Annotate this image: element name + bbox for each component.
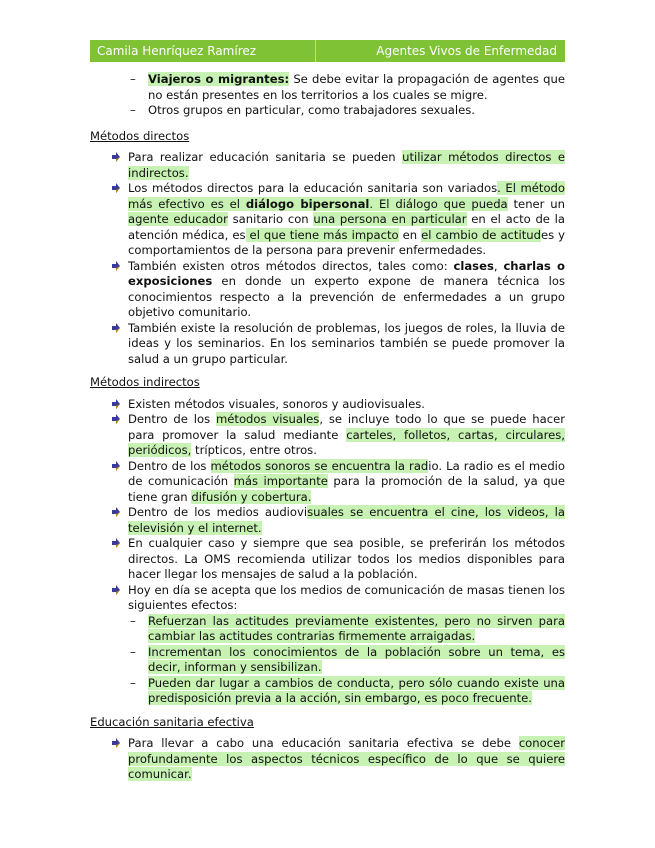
arrow-bullet-icon — [111, 261, 121, 271]
bullet-item: También existen otros métodos directos, tales como: clases, charlas o exposiciones en donde un experto expone de manera técnica los conocimientos respecto a la prevención de enfermedades a un grupo objetivo comunitario. — [90, 259, 565, 321]
arrow-bullet-icon — [111, 399, 121, 409]
bullet-item: Los métodos directos para la educación sanitaria son variados. El método más efectivo es el diálogo bipersonal. El diálogo que pueda tener un agente educador sanitario con una persona en particular en el acto de la atención médica, es el que tiene más impacto en el cambio de actitudes y comportamientos de la persona para prevenir enfermedades. — [90, 181, 565, 259]
bullet-item: Para llevar a cabo una educación sanitaria efectiva se debe conocer profundamente los aspectos técnicos específico de lo que se quiere comunicar. — [90, 736, 565, 783]
bullet-item: Para realizar educación sanitaria se pueden utilizar métodos directos e indirectos. — [90, 150, 565, 181]
bullet-item: Dentro de los métodos sonoros se encuentra la radio. La radio es el medio de comunicación más importante para la promoción de la salud, ya que tiene gran difusión y cobertura. — [90, 459, 565, 506]
section-heading: Métodos directos — [90, 128, 190, 143]
section-heading: Educación sanitaria efectiva — [90, 714, 254, 729]
dash-item: – Incrementan los conocimientos de la población sobre un tema, es decir, informan y sensibilizan. — [130, 644, 565, 674]
header-author: Camila Henríquez Ramírez — [90, 40, 316, 62]
bullet-item: Hoy en día se acepta que los medios de comunicación de masas tienen los siguientes efectos: — [90, 583, 565, 614]
arrow-bullet-icon — [111, 152, 121, 162]
page-header — [90, 40, 565, 62]
arrow-bullet-icon — [111, 323, 121, 333]
dash-item: – Refuerzan las actitudes previamente existentes, pero no sirven para cambiar las actitudes contrarias firmemente arraigadas. — [130, 613, 565, 643]
bullet-item: Existen métodos visuales, sonoros y audiovisuales. — [90, 397, 565, 413]
bullet-item: También existe la resolución de problemas, los juegos de roles, la lluvia de ideas y los seminarios. En los seminarios también se puede promover la salud a un grupo particular. — [90, 321, 565, 368]
arrow-bullet-icon — [111, 538, 121, 548]
arrow-bullet-icon — [111, 738, 121, 748]
bullet-item: Dentro de los medios audiovisuales se encuentra el cine, los videos, la televisión y el internet. — [90, 505, 565, 536]
header-subject: Agentes Vivos de Enfermedad — [376, 44, 557, 58]
bullet-item: Dentro de los métodos visuales, se incluye todo lo que se puede hacer para promover la salud mediante carteles, folletos, cartas, circulares, periódicos, trípticos, entre otros. — [90, 412, 565, 459]
bullet-item: En cualquier caso y siempre que sea posible, se preferirán los métodos directos. La OMS recomienda utilizar todos los medios disponibles para hacer llegar los mensajes de salud a la población. — [90, 536, 565, 583]
arrow-bullet-icon — [111, 414, 121, 424]
dash-item: – Otros grupos en particular, como trabajadores sexuales. — [130, 103, 475, 117]
arrow-bullet-icon — [111, 183, 121, 193]
dash-item: – Viajeros o migrantes: Se debe evitar la propagación de agentes que no están presentes en los territorios a los cuales se migre. — [130, 72, 565, 102]
dash-item: – Pueden dar lugar a cambios de conducta, pero sólo cuando existe una predisposición previa a la acción, sin embargo, es poco frecuente. — [130, 675, 565, 705]
section-heading: Métodos indirectos — [90, 375, 200, 389]
arrow-bullet-icon — [111, 507, 121, 517]
arrow-bullet-icon — [111, 585, 121, 595]
document-body — [90, 72, 565, 783]
arrow-bullet-icon — [111, 461, 121, 471]
bold-term: Viajeros o migrantes: — [148, 72, 290, 86]
